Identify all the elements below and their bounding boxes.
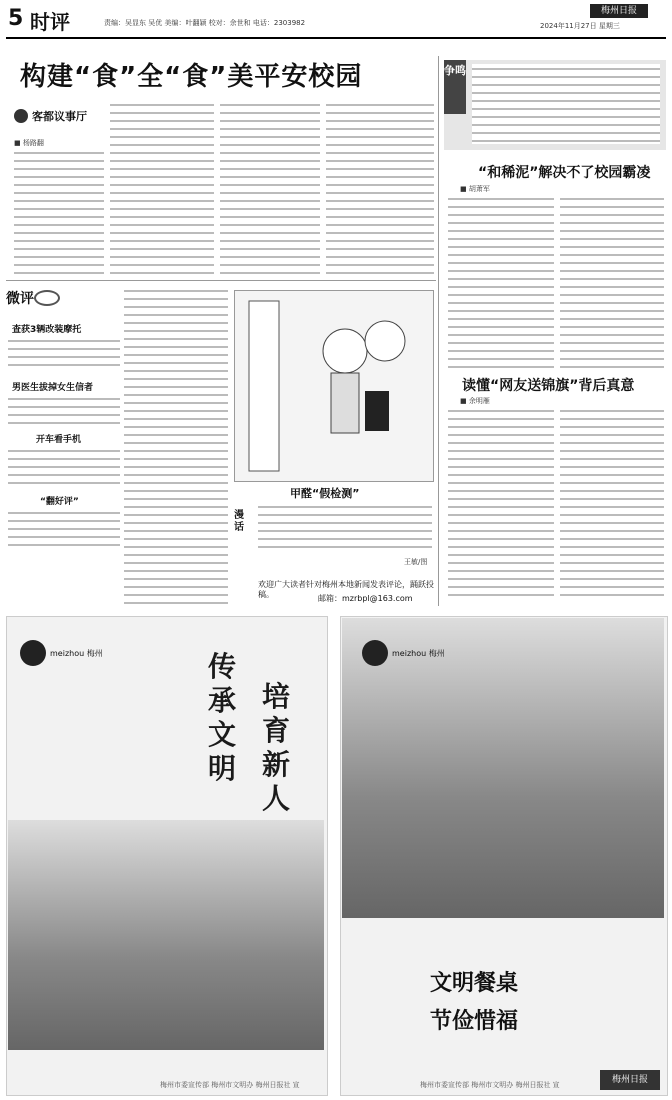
main-article-title: 构建“食”全“食”美平安校园 [20, 62, 363, 92]
cartoon-commentary [258, 502, 432, 554]
page-number: 5 [8, 6, 24, 31]
newspaper-brand: 梅州日报 [590, 4, 648, 18]
city-logo-icon [362, 640, 388, 666]
ad1-footer: 梅州市委宣传部 梅州市文明办 梅州日报社 宣 [160, 1081, 300, 1089]
header-meta: 责编：吴显东 吴优 美编：叶翻颖 校对：余世和 电话：2303982 [104, 19, 306, 27]
issue-date: 2024年11月27日 星期三 [540, 22, 620, 30]
opinion-body-2a [448, 406, 554, 602]
weiping-item-title: 男医生拔掉女生信者 [12, 383, 94, 393]
opinion-author-1: ■ 胡萧军 [460, 185, 490, 193]
page-section-name: 时评 [30, 10, 70, 34]
cartoon-illustration [234, 290, 434, 482]
opinion-title-1: “和稀泥”解决不了校园霸凌 [478, 165, 651, 181]
column-icon [14, 109, 28, 123]
weiping-item-body [8, 446, 120, 486]
ad2-slogan-2: 节俭惜福 [430, 1009, 519, 1034]
cartoon-title: 甲醛“假检测” [290, 487, 360, 500]
ad2-brand: meizhou 梅州 [392, 648, 445, 658]
megaphone-icon [34, 290, 60, 306]
opinion-body-2b [560, 406, 664, 602]
ad1-logo [20, 640, 103, 666]
zhengming-intro-text [472, 64, 660, 144]
weiping-item-body [8, 394, 120, 428]
column-divider [438, 56, 439, 606]
header-divider [6, 37, 666, 39]
classroom-photo [8, 820, 324, 1050]
weiping-item-title: 查获3辆改装摩托 [12, 325, 82, 335]
city-logo-icon [20, 640, 46, 666]
opinion-body-1a [448, 194, 554, 368]
cartoon-author: 王敏/图 [404, 558, 428, 566]
cartoon-vertical-tag: 漫话 [234, 510, 244, 533]
main-author: ■ 杨路翻 [14, 139, 44, 147]
page-header [0, 0, 672, 40]
ad2-footer: 梅州市委宣传部 梅州市文明办 梅州日报社 宣 [420, 1081, 560, 1089]
contact-note: 欢迎广大读者针对梅州本地新闻发表评论，踊跃投稿。 [258, 580, 434, 599]
contact-email: 邮箱：mzrbpl@163.com [318, 594, 413, 603]
opinion-title-2: 读懂“网友送锦旗”背后真意 [462, 378, 635, 394]
main-article-body-col2 [110, 100, 214, 274]
weiping-item-body [8, 508, 120, 548]
ad2-logo [362, 640, 445, 666]
weiping-item-title: 开车看手机 [36, 435, 82, 445]
ad1-brand: meizhou 梅州 [50, 648, 103, 658]
column-name: 客都议事厅 [32, 110, 87, 123]
main-article-body-col3 [220, 100, 320, 274]
ad1-slogan-2: 培育新人 [262, 680, 291, 815]
weiping-continued-text [124, 286, 228, 606]
ad1-slogan-1: 传承文明 [208, 650, 237, 785]
weiping-item-body [8, 336, 120, 372]
newspaper-stamp: 梅州日报 [600, 1070, 660, 1090]
ad2-slogan-1: 文明餐桌 [430, 971, 519, 996]
section-divider [6, 280, 436, 281]
weiping-item-title: “翻好评” [40, 497, 79, 507]
column-badge [14, 108, 87, 124]
cartoon-drawing [235, 291, 433, 481]
zhengming-tag: 争鸣 [444, 60, 466, 114]
main-article-body-col4 [326, 100, 434, 274]
main-article-body-col1 [14, 148, 104, 274]
opinion-author-2: ■ 余明雁 [460, 397, 490, 405]
opinion-body-1b [560, 194, 664, 368]
weiping-tag: 微评 [6, 291, 34, 307]
